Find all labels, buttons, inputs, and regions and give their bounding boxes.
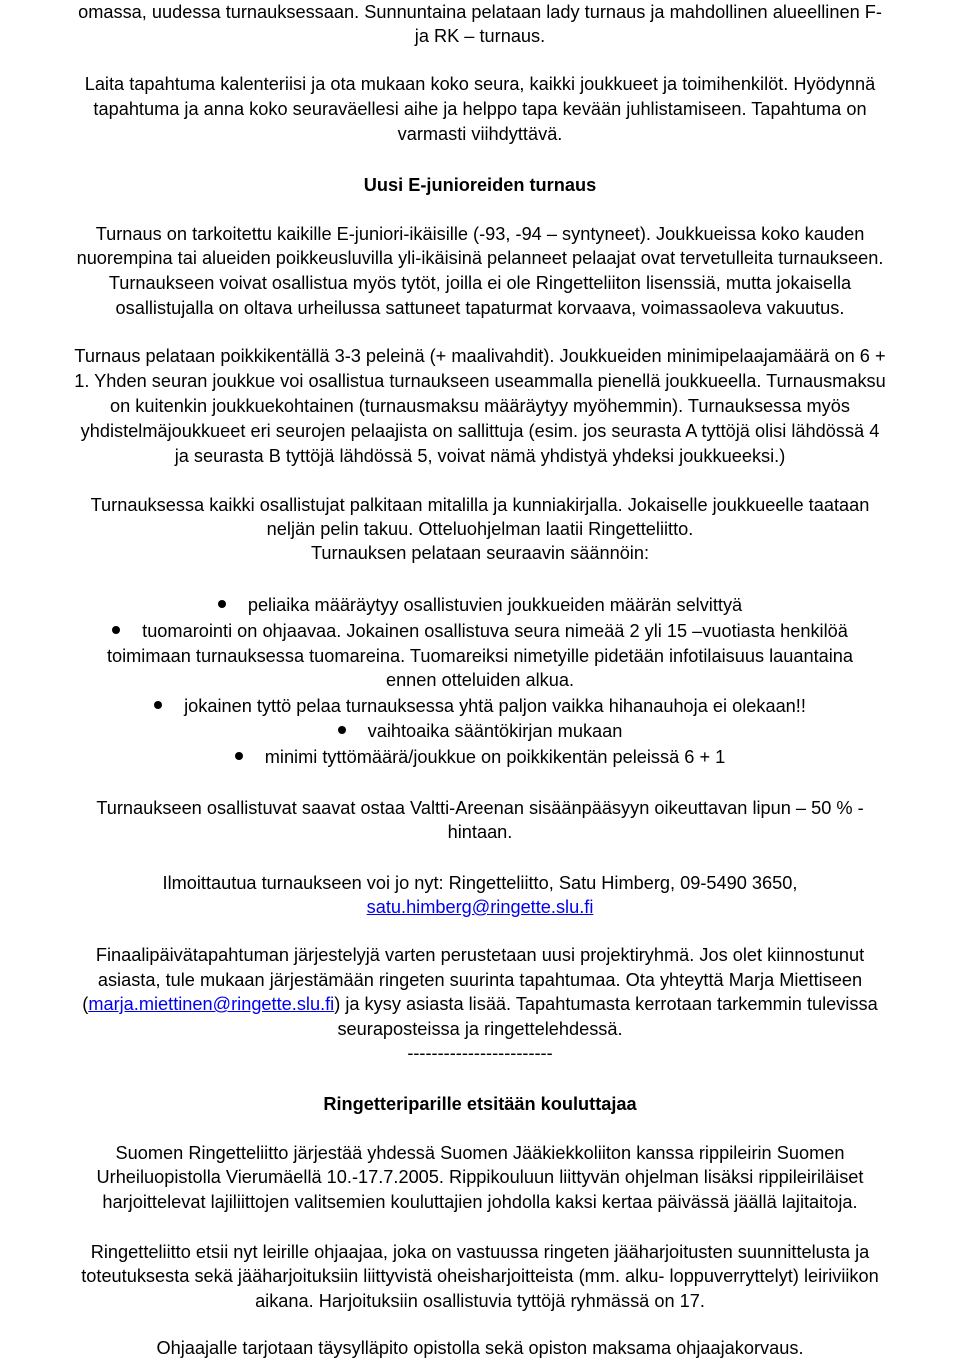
ejunior-p3-line-1: Turnauksessa kaikki osallistujat palkitaan mitalilla ja kunniakirjalla. Jokaiselle joukkueelle taataan — [90, 495, 870, 515]
trainer-heading: Ringetteriparille etsitään kouluttajaa — [323, 1094, 637, 1114]
ejunior-heading: Uusi E-junioreiden turnaus — [363, 175, 597, 195]
trainer-p1-line-2: Urheiluopistolla Vierumäellä 10.-17.7.2005. Rippikouluun liittyvän ohjelman lisäksi rippileiriläiset — [96, 1167, 864, 1187]
trainer-p2-line-1: Ringetteliitto etsii nyt leirille ohjaajaa, joka on vastuussa ringeten jääharjoitusten suunnittelusta ja — [90, 1242, 870, 1262]
email-link-satu[interactable]: satu.himberg@ringette.slu.fi — [366, 897, 594, 917]
ejunior-p6-line-3 — [0, 992, 960, 1016]
rule-text: vaihtoaika sääntökirjan mukaan — [367, 721, 623, 741]
trainer-p3-line-1: Ohjaajalle tarjotaan täysylläpito opistolla sekä opiston maksama ohjaajakorvaus. — [156, 1338, 804, 1358]
rule-item — [0, 745, 960, 769]
bullet-icon — [112, 626, 120, 634]
bullet-icon — [235, 752, 243, 760]
rule-item — [0, 619, 960, 643]
intro-line-5: varmasti viihdyttävä. — [397, 124, 563, 144]
ejunior-p2-line-4: yhdistelmäjoukkueet eri seurojen pelaajista on sallittuja (esim. jos seurasta A tyttöjä olisi lähdössä 4 — [80, 421, 880, 441]
rule-item-continuation: ennen otteluiden alkua. — [385, 670, 575, 690]
ejunior-p3-line-3: Turnauksen pelataan seuraavin säännöin: — [310, 543, 650, 563]
trainer-p2-line-3: aikana. Harjoituksiin osallistuvia tyttöjä ryhmässä on 17. — [255, 1291, 705, 1311]
ejunior-p6-line-4: seuraposteissa ja ringettelehdessä. — [337, 1019, 623, 1039]
ejunior-p3-line-2: neljän pelin takuu. Otteluohjelman laatii Ringetteliitto. — [266, 519, 694, 539]
ejunior-p2-line-1: Turnaus pelataan poikkikentällä 3-3 peleinä (+ maalivahdit). Joukkueiden minimipelaajamäärä on 6 + — [74, 346, 886, 366]
rule-item-continuation: toimimaan turnauksessa tuomareina. Tuomareiksi nimetyille pidetään infotilaisuus lauantaina — [106, 646, 854, 666]
trainer-p2-line-2: toteutuksesta sekä jääharjoituksiin liittyvistä oheisharjoitteista (mm. alku- loppuverryttelyt) leiriviikon — [81, 1266, 879, 1286]
ejunior-p5-line-1: Ilmoittautua turnaukseen voi jo nyt: Ringetteliitto, Satu Himberg, 09-5490 3650, — [162, 873, 798, 893]
rule-text: jokainen tyttö pelaa turnauksessa yhtä paljon vaikka hihanauhoja ei olekaan!! — [184, 696, 806, 716]
ejunior-p1-line-1: Turnaus on tarkoitettu kaikille E-juniori-ikäisille (-93, -94 – syntyneet). Joukkueissa koko kauden — [95, 224, 865, 244]
ejunior-p2-line-5: ja seurasta B tyttöjä lähdössä 5, voivat nämä yhdistyä yhdeksi joukkueeksi.) — [174, 446, 786, 466]
intro-line-1: omassa, uudessa turnauksessaan. Sunnuntaina pelataan lady turnaus ja mahdollinen alueellinen F- — [78, 2, 882, 22]
paren-open: ( — [82, 994, 89, 1014]
line-rest: ) ja kysy asiasta lisää. Tapahtumasta kerrotaan tarkemmin tulevissa — [334, 994, 878, 1014]
ejunior-p2-line-2: 1. Yhden seuran joukkue voi osallistua turnaukseen useammalla pienellä joukkueella. Turnausmaksu — [74, 371, 886, 391]
trainer-p1-line-1: Suomen Ringetteliitto järjestää yhdessä Suomen Jääkiekkoliiton kanssa rippileirin Suomen — [115, 1143, 845, 1163]
ejunior-p5-email-line — [0, 895, 960, 919]
ejunior-p1-line-2: nuorempina tai alueiden poikkeusluvilla yli-ikäisinä pelanneet pelaajat ovat tervetulleita turnaukseen. — [76, 248, 884, 268]
section-divider: ------------------------ — [407, 1043, 553, 1063]
ejunior-p4-line-1: Turnaukseen osallistuvat saavat ostaa Valtti-Areenan sisäänpääsyyn oikeuttavan lipun – 50 % - — [96, 798, 864, 818]
intro-line-4: tapahtuma ja anna koko seuraväellesi aihe ja helppo tapa kevään juhlistamiseen. Tapahtuma on — [93, 99, 867, 119]
intro-line-3: Laita tapahtuma kalenteriisi ja ota mukaan koko seura, kaikki joukkueet ja toimihenkilöt. Hyödynnä — [84, 74, 876, 94]
rule-text: tuomarointi on ohjaavaa. Jokainen osallistuva seura nimeää 2 yli 15 –vuotiasta henkilöä — [142, 621, 848, 641]
ejunior-p6-line-2: asiasta, tule mukaan järjestämään ringeten suurinta tapahtumaa. Ota yhteyttä Marja Miettiseen — [97, 970, 863, 990]
rule-text: peliaika määräytyy osallistuvien joukkueiden määrän selvittyä — [247, 595, 743, 615]
intro-line-2: ja RK – turnaus. — [414, 26, 546, 46]
rule-text: minimi tyttömäärä/joukkue on poikkikentän peleissä 6 + 1 — [264, 747, 726, 767]
ejunior-p2-line-3: on kuitenkin joukkuekohtainen (turnausmaksu määräytyy myöhemmin). Turnauksessa myös — [110, 396, 850, 416]
email-link-marja[interactable]: marja.miettinen@ringette.slu.fi — [88, 994, 335, 1014]
bullet-icon — [218, 600, 226, 608]
rule-item — [0, 593, 960, 617]
trainer-p1-line-3: harjoittelevat lajiliittojen valitsemien kouluttajien johdolla kaksi kertaa päivässä jäällä lajitaitoja. — [102, 1192, 858, 1212]
rule-item — [0, 719, 960, 743]
rule-item — [0, 694, 960, 718]
bullet-icon — [338, 726, 346, 734]
ejunior-p4-line-2: hintaan. — [447, 822, 513, 842]
bullet-icon — [154, 701, 162, 709]
ejunior-p1-line-4: osallistujalla on oltava urheilussa sattuneet tapaturmat korvaava, voimassaoleva vakuutus. — [115, 298, 845, 318]
ejunior-p1-line-3: Turnaukseen voivat osallistua myös tytöt, joilla ei ole Ringetteliiton lisenssiä, mutta jokaisella — [108, 273, 852, 293]
ejunior-p6-line-1: Finaalipäivätapahtuman järjestelyjä varten perustetaan uusi projektiryhmä. Jos olet kiinnostunut — [95, 945, 865, 965]
